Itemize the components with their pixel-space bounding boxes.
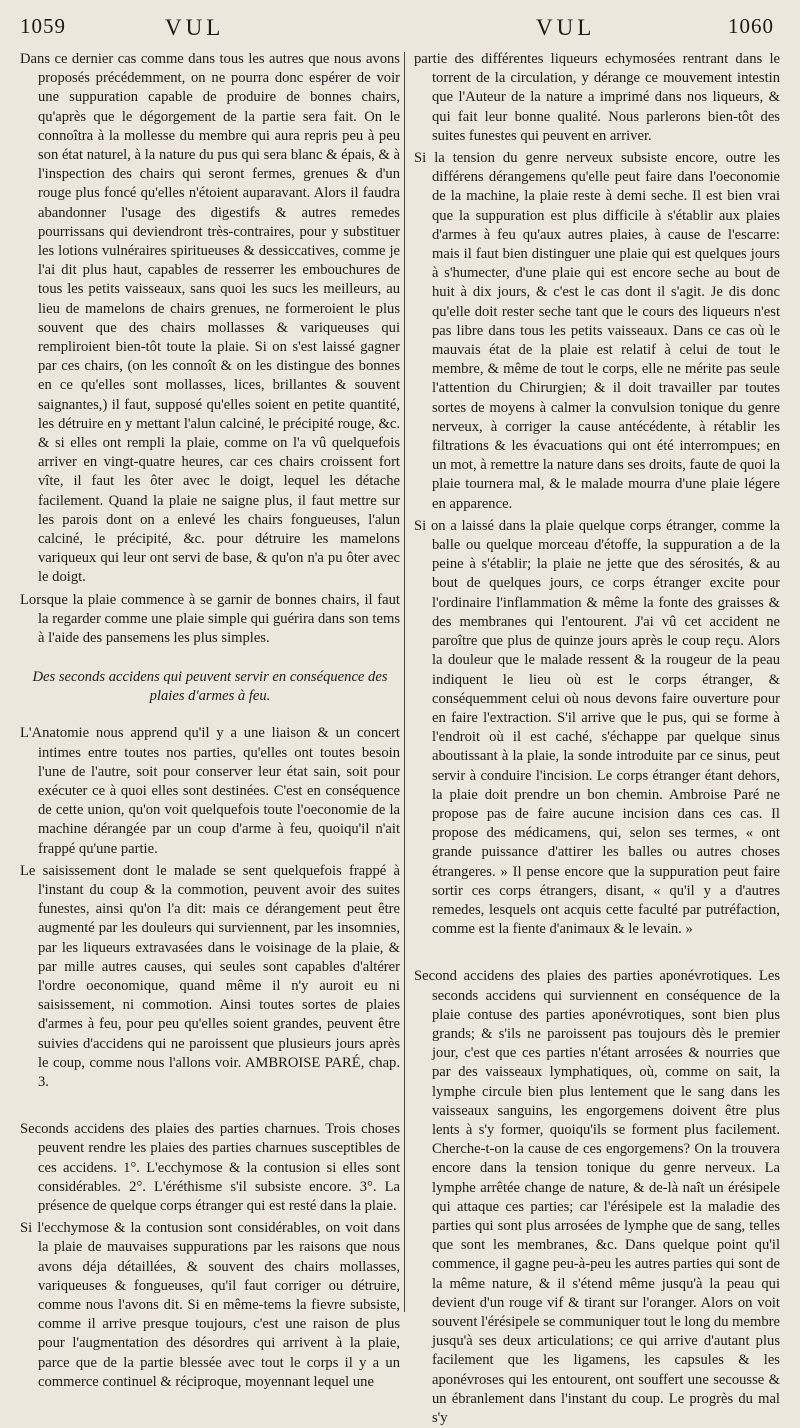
left-column [20,50,400,1390]
page-number-left: 1059 [20,14,66,38]
paragraph: Lorsque la plaie commence à se garnir de bonnes chairs, il faut la regarder comme une plaie simple qui guérira dans son tems à l'aide des pansemens les plus simples. [20,591,400,647]
running-head-left: VUL [165,15,225,40]
subsection-paragraph: Seconds accidens des plaies des parties charnues. Trois choses peuvent rendre les plaies des parties charnues susceptibles de ces accidens. 1°. L'ecchymose & la contusion si elles sont considérables. 2°. L'éréthisme s'il subsiste encore. 3°. La présence de quelque corps étranger qui est resté dans la plaie. [20,1121,400,1214]
paragraph: Le saisissement dont le malade se sent quelquefois frappé à l'instant du coup & la commotion, peuvent avoir des suites funestes, ainsi qu'on l'a dit: mais ce dérangement peut être augmenté par les douleurs qui surviennent, par les insomnies, par les liqueurs extravasées dans le voisinage de la plaie, & par mille autres causes, qui seules sont capables d'altérer l'ordre oeconomique, quand même il n'y auroit eu ni saisissement, ni commotion. Ainsi toutes sortes de plaies d'armes à feu, pour peu qu'elles soient grandes, peuvent être suivies d'accidens qui ne paroissent que plusieurs jours après le coup, comme nous l'allons voir. AMBROISE PARÉ, chap. 3. [20,862,400,1090]
right-column [414,50,780,1427]
page-number-right: 1060 [728,14,774,38]
paragraph: Si on a laissé dans la plaie quelque corps étranger, comme la balle ou quelque morceau d'étoffe, la suppuration a de la peine à s'établir; la plaie ne jette que des sérosités, & au bout de quelques jours, ce corps étranger excite pour l'ordinaire l'inflammation & même la fonte des graisses & des membranes qui l'entourent. J'ai vû cet accident ne paroître que plus de quinze jours après le coup reçu. Alors la douleur que le malade ressent & la rougeur de la peau indiquent le lieu où est le corps étranger, & conséquemment celui où nous devons faire ouverture pour en faire l'extraction. S'il arrive que le pus, qui se forme à l'endroit où il est caché, s'échappe par quelque sinus aboutissant à la plaie, la sonde introduite par ce sinus, peut servir à conduire l'incision. Le corps étranger étant dehors, la plaie doit prendre un bon chemin. Ambroise Paré ne propose pas de faire aucune incision dans ces cas. Il propose des médicamens, qui, selon ses termes, « ont grande puissance d'attirer les balles ou autres choses étrangeres. » Il pense encore que la suppuration peut faire sortir ces corps étrangers, disant, « qu'il y a d'autres remedes, lesquels ont acquis cette faculté par putréfaction, comme est la fiente d'animaux & le levain. » [414,517,780,938]
page-header [0,0,800,48]
paragraph: L'Anatomie nous apprend qu'il y a une liaison & un concert intimes entre toutes nos parties, qu'elles ont toutes besoin l'une de l'autre, soit pour conserver leur état sain, soit pour exécuter ce à quoi elles sont destinées. C'est en conséquence de cette union, qu'on voit quelquefois toute l'oeconomie de la machine dérangée par un coup d'arme à feu, quoiqu'il n'ait frappé qu'une partie. [20,725,400,857]
paragraph: Dans ce dernier cas comme dans tous les autres que nous avons proposés précédemment, on ne pourra donc espérer de voir une suppuration capable de produire de bonnes chairs, qu'après que le dégorgement de la partie sera fait. On le connoîtra à la mollesse du membre qui aura repris peu à peu son état naturel, à la nature du pus qui sera blanc & épais, & à l'inspection des chairs qui seront fermes, grenues & d'un rouge plus foncé qu'elles n'étoient auparavant. Alors il faudra abandonner l'usage des digestifs & autres remedes pourrissans qui deviendront très-contraires, pour y substituer les lotions vulnéraires spiritueuses & dessiccatives, comme je l'ai dit plus haut, capables de resserrer les embouchures de tous les petits vaisseaux, sans quoi les sucs les meilleurs, au lieu de mamelons de chairs grenues, ne formeroient le plus souvent que des chairs mollasses & variqueuses qui rempliroient bien-tôt toute la plaie. Si on s'est laissé gagner par ces chairs, (on les connoît & on les distingue des bonnes en ce qu'elles sont mollasses, lices, brillantes & souvent saignantes,) il faut, supposé qu'elles soient en petite quantité, les détruire en y mettant l'alun calciné, le précipité rouge, &c. & si elles ont rempli la plaie, comme on l'a vû quelquefois arriver en vingt-quatre heures, car ces chairs croissent fort vîte, il faut les ôter avec le doigt, lequel les détache facilement. Quand la plaie ne saigne plus, il faut mettre sur les parois dont on a enlevé les chairs fongueuses, l'alun calciné, le précipité, &c. pour détruire les mamelons variqueux qui leur ont servi de base, & qu'on n'a pu ôter avec le doigt. [20,51,400,586]
paragraph: Si la tension du genre nerveux subsiste encore, outre les différens dérangemens qu'elle peut faire dans l'oeconomie de la machine, la plaie reste à demi seche. Il est bien vrai que la suppuration est plus difficile à s'établir aux plaies d'armes à feu qu'aux autres plaies, à cause de l'escarre: mais il faut bien distinguer une plaie qui est quelques jours à s'humecter, d'une plaie qui est encore seche au bout de huit à dix jours, & c'est le cas dont il s'agit. Je dis donc qu'elle doit rester seche tant que le cours des liqueurs n'est pas libre dans tous les petits vaisseaux. Dans ce cas où le mauvais état de la plaie est relatif à celui de tout le membre, & même de tout le corps, elle ne mérite pas seule l'attention du Chirurgien; & il doit travailler par toutes sortes de moyens à calmer la convulsion tonique du genre nerveux, à corriger la cause antécédente, à rétablir les filtrations & les évacuations qui ont été interrompues; en un mot, à remettre la nature dans ses droits, faute de quoi la plaie tournera mal, & le malade mourra d'une plaie légere en apparence. [414,150,780,512]
paragraph: partie des différentes liqueurs echymosées rentrant dans le torrent de la circulation, y dérange ce mouvement intestin que l'Auteur de la nature a imprimé dans nos liqueurs, & qui fait leur bonne qualité. Nous parlerons bien-tôt des suites funestes qui peuvent en arriver. [414,51,780,144]
running-head-right: VUL [536,15,596,40]
subsection-paragraph: Second accidens des plaies des parties aponévrotiques. Les seconds accidens qui surviennent en conséquence de la plaie contuse des parties aponévrotiques, sont bien plus grands; & s'ils ne paroissent pas toujours dès le premier jour, c'est que ces parties n'étant arrosées & nourries que par des vaisseaux lymphatiques, où, comme on sait, la lymphe circule bien plus lentement que le sang dans les vaisseaux sanguins, les engorgemens doivent être plus lents à s'y former, quoiqu'ils se forment plus facilement. Cherche-t-on la cause de ces engorgemens? On la trouvera encore dans la tension tonique du genre nerveux. La lymphe arrêtée change de nature, & de-là naît un érésipele qui attaque ces parties; car l'érésipele est la maladie des parties qui sont plus arrosées de lymphe que de sang, telles que sont les membranes, &c. Dans quelque point qu'il commence, il gagne peu-à-peu les autres parties qui sont de la même nature, & il s'étend même jusqu'à la peau qui devient d'un rouge vif & tirant sur l'oranger. Alors on voit souvent l'érésipele se communiquer tout le long du membre jusqu'à ses deux articulations; ce qui arrive d'autant plus facilement que les ligamens, les capsules & les aponévroses qui les entourent, ont souffert une secousse & un ébranlement dans l'instant du coup. Le progrès du mal s'y [414,968,780,1427]
section-heading: Des seconds accidens qui peuvent servir en conséquence des plaies d'armes à feu. [32,669,388,705]
paragraph: Si l'ecchymose & la contusion sont considérables, on voit dans la plaie de mauvaises suppurations par les raisons que nous avons déja détaillées, & souvent des chairs mollasses, variqueuses & fongueuses, qu'il faut corriger ou détruire, comme nous l'avons dit. Si en même-tems la fievre subsiste, comme il arrive presque toujours, c'est une raison de plus pour l'augmentation des désordres qui arrivent à la plaie, parce que de la partie blessée avec tout le corps il y a un commerce continuel & réciproque, moyennant lequel une [20,1220,400,1390]
column-divider [404,52,405,1312]
